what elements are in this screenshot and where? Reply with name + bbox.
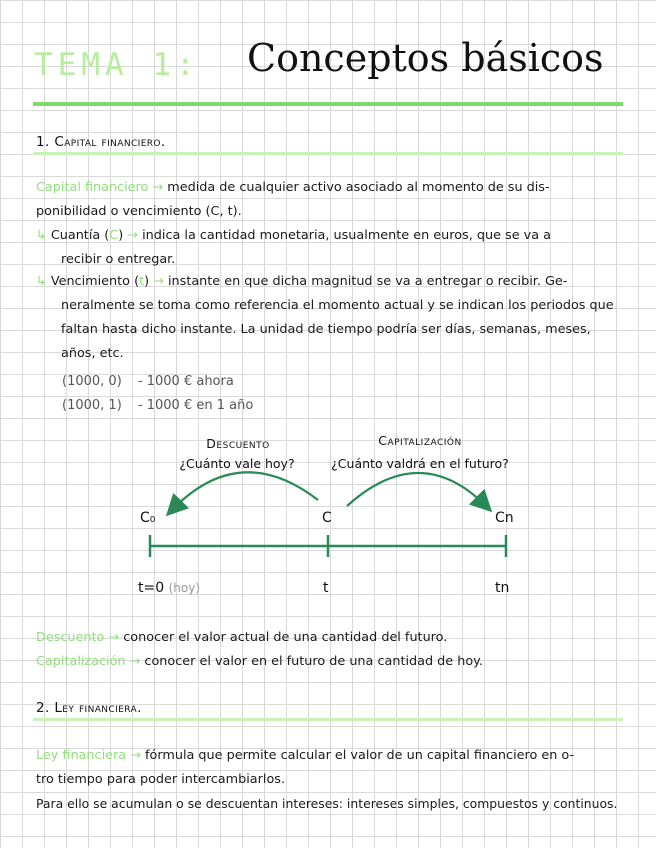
ley-definition: Ley financiera → fórmula que permite calcular el valor de un capital financiero en o- tro tiempo para poder intercambiarlos. Para ello se acumulan o se descuentan intereses: intereses simples, compuestos y continuos. [36,748,618,811]
arrow-icon: → [152,180,164,195]
descuento-arrow [172,472,318,510]
arrow-icon: → [129,654,141,669]
capitalizacion-question: ¿Cuánto valdrá en el futuro? [331,456,509,471]
arrow-icon: → [108,630,120,645]
vencimiento-item: ↳ Vencimiento (t) → instante en que dicha magnitud se va a entregar o recibir. Ge- neralmente se toma como referencia el momento actual y se indican los periodos que faltan hasta dicho instante. La unidad de tiempo podría ser días, semanas, meses, años, etc. [36,274,614,361]
sub-arrow-icon: ↳ [36,228,47,243]
capital-definition-line-1: Capital financiero → medida de cualquier activo asociado al momento de su dis- [36,180,550,195]
capitalizacion-label: Capitalización [378,433,462,448]
capitalizacion-arrow [347,473,486,506]
capitalizacion-definition: Capitalización → conocer el valor en el futuro de una cantidad de hoy. [36,654,483,669]
arrow-icon: → [130,748,141,763]
descuento-definition: Descuento → conocer el valor actual de una cantidad del futuro. [36,630,448,645]
arrow-icon: → [127,228,139,243]
example-2: (1000, 1) - 1000 € en 1 año [62,398,254,413]
capital-definition-line-2: ponibilidad o vencimiento (C, t). [36,204,242,219]
title-prefix: TEMA 1: [34,47,200,83]
cuantia-item: ↳ Cuantía (C) → indica la cantidad monetaria, usualmente en euros, que se va a recibir o entregar. [36,228,551,267]
section-2-heading: 2. Ley financiera. [36,700,142,716]
cn-label: Cn [495,510,514,526]
page-title: Conceptos básicos [247,36,604,80]
section-2-underline [33,718,623,721]
arrow-icon: → [153,274,164,289]
c-label: C [322,510,332,526]
tn-label: tn [495,580,510,596]
c0-label: C₀ [140,510,156,526]
example-1: (1000, 0) - 1000 € ahora [62,374,234,389]
descuento-label: Descuento [206,436,270,451]
t-label: t [323,580,329,596]
sub-arrow-icon: ↳ [36,274,47,289]
capital-financiero-term: Capital financiero [36,180,149,195]
section-1-heading: 1. Capital financiero. [36,134,166,150]
descuento-question: ¿Cuánto vale hoy? [179,456,295,471]
t0-label: t=0 (hoy) [138,580,201,596]
